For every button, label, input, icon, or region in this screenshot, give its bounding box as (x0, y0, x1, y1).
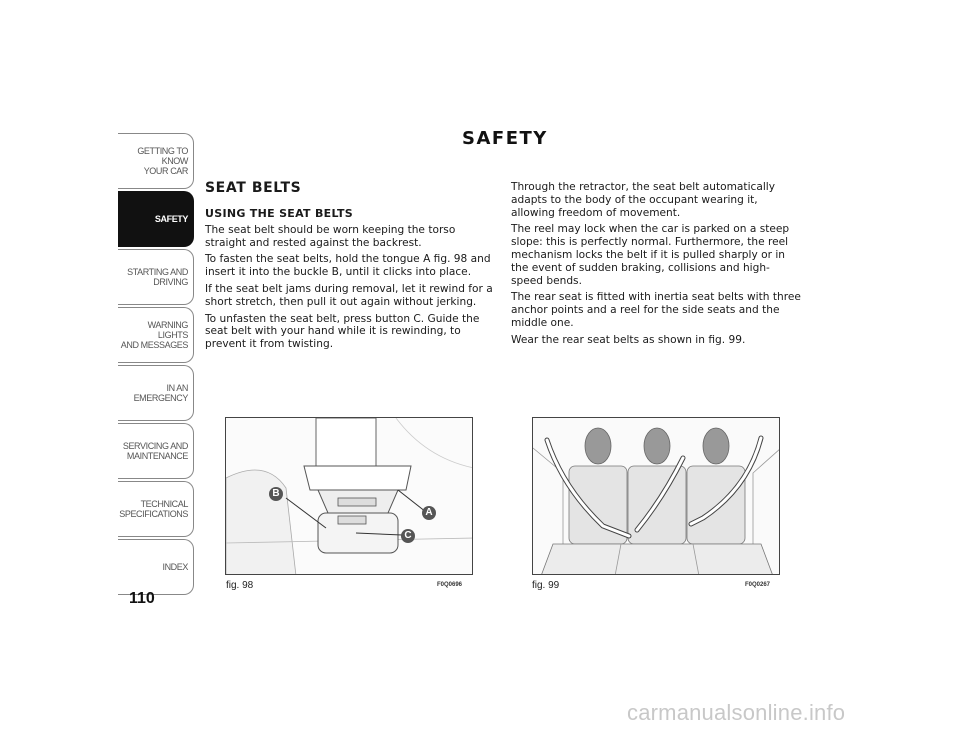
paragraph: To unfasten the seat belt, press button C. Guide the seat belt with your hand while it is rewinding, to prevent it from twisting. (205, 312, 480, 351)
section-title: SAFETY (462, 128, 548, 149)
paragraph: If the seat belt jams during removal, let it rewind for a short stretch, then pull it out again without jerking. (205, 282, 493, 308)
page-number: 110 (129, 590, 155, 607)
figure-caption: fig. 99 (532, 580, 560, 591)
right-column (511, 181, 801, 351)
tab-index[interactable] (118, 539, 194, 595)
left-column (205, 180, 495, 355)
heading: SEAT BELTS (205, 180, 302, 196)
tab-emergency[interactable] (118, 365, 194, 421)
tab-label: IN AN EMERGENCY (133, 383, 188, 403)
tab-warning-lights[interactable] (118, 307, 194, 363)
tab-servicing[interactable] (118, 423, 194, 479)
tab-starting-driving[interactable] (118, 249, 194, 305)
label-a-marker: A (422, 506, 436, 520)
paragraph: The seat belt should be worn keeping the torso straight and rested against the backrest. (205, 223, 456, 249)
paragraph: To fasten the seat belts, hold the tongue A fig. 98 and insert it into the buckle B, until it clicks into place. (205, 253, 491, 279)
label-b-marker: B (269, 487, 283, 501)
figure-code: F0Q0696 (437, 582, 463, 588)
seat-belt-buckle-illustration (226, 418, 473, 575)
figure-99 (532, 417, 780, 575)
paragraph: The reel may lock when the car is parked on a steep slope: this is perfectly normal. Furthermore, the reel mechanism locks the belt if it is pulled sharply or in the event of sudden braking, collisions and high-speed bends. (511, 223, 790, 287)
paragraph: The rear seat is fitted with inertia seat belts with three anchor points and a reel for the side seats and the middle one. (511, 291, 801, 329)
label-c-marker: C (401, 529, 415, 543)
tab-label: WARNING LIGHTS AND MESSAGES (120, 320, 188, 350)
tab-label: INDEX (162, 562, 188, 572)
rear-seat-belts-illustration (533, 418, 780, 575)
tab-label: STARTING AND DRIVING (127, 267, 188, 287)
tab-label: SERVICING AND MAINTENANCE (122, 441, 188, 461)
subheading: USING THE SEAT BELTS (205, 207, 354, 220)
figure-caption: fig. 98 (226, 580, 254, 591)
paragraph: Wear the rear seat belts as shown in fig. 99. (511, 333, 746, 346)
tab-technical[interactable] (118, 481, 194, 537)
tab-label: TECHNICAL SPECIFICATIONS (119, 499, 188, 519)
figure-98 (225, 417, 473, 575)
watermark: carmanualsonline.info (627, 700, 846, 725)
figure-code: F0Q0267 (745, 582, 771, 588)
tab-label: SAFETY (154, 214, 188, 224)
tab-safety[interactable] (118, 191, 194, 247)
tab-getting-to-know[interactable] (118, 133, 194, 189)
paragraph: Through the retractor, the seat belt automatically adapts to the body of the occupant wearing it, allowing freedom of movement. (511, 181, 775, 219)
sidebar-tabs (118, 133, 194, 597)
tab-label: GETTING TO KNOW YOUR CAR (137, 146, 188, 176)
